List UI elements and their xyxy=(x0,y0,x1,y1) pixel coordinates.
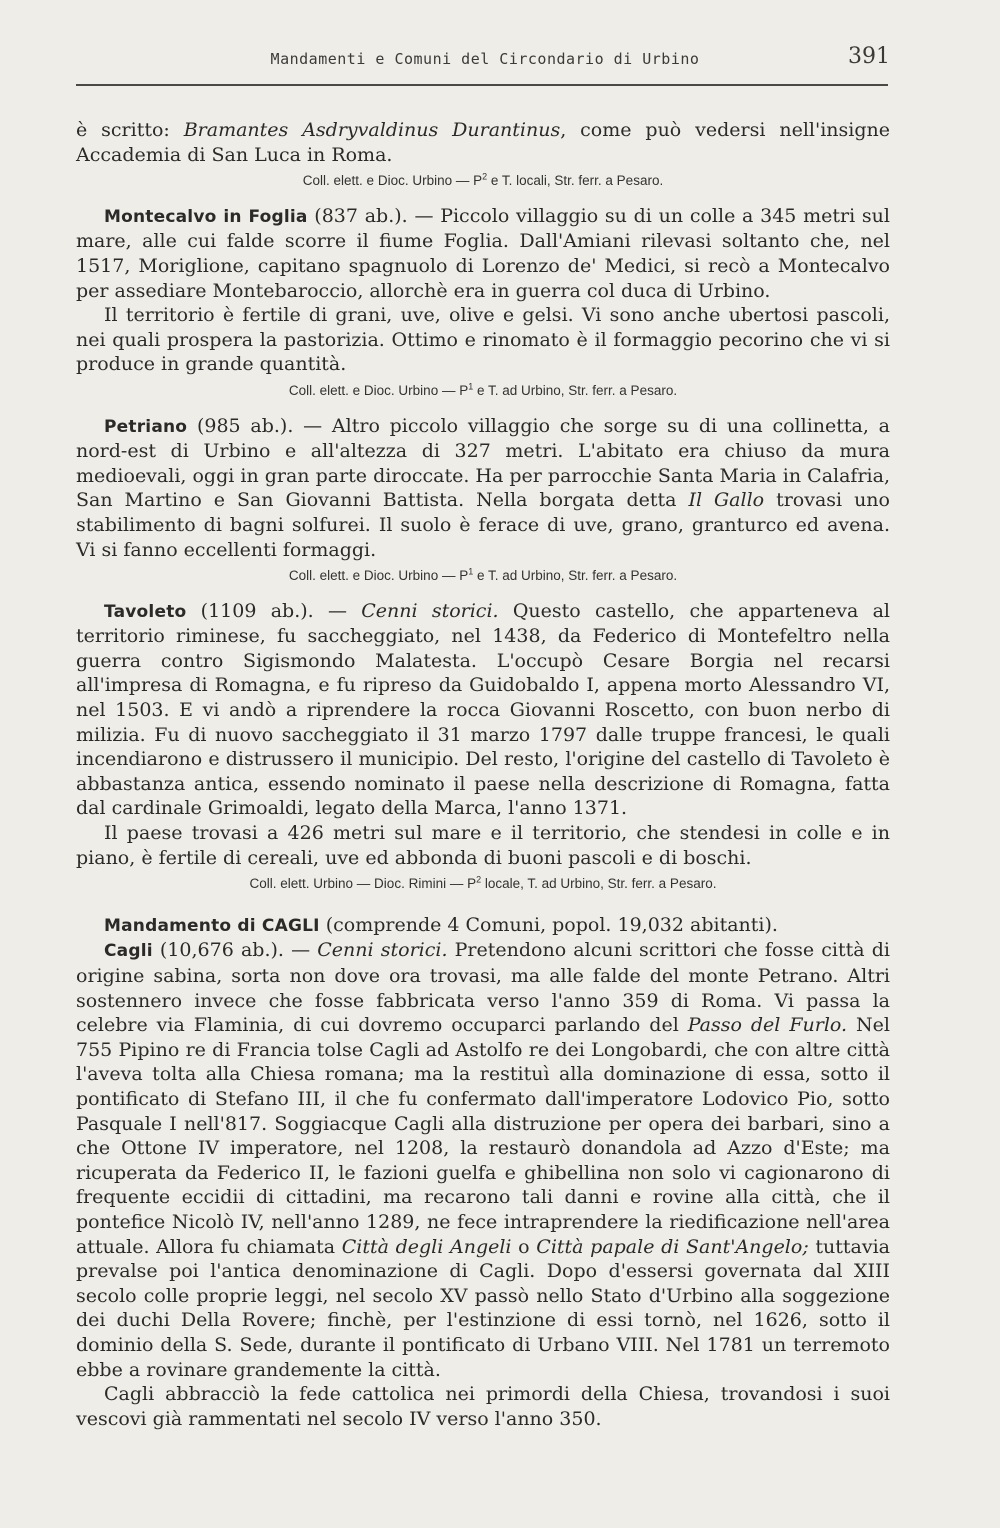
entry-name-cagli: Cagli xyxy=(104,941,153,962)
entry-montecalvo: Montecalvo in Foglia (837 ab.). — Piccolo villaggio su di un colle a 345 metri sul mare, alle cui falde scorre il fiume Foglia. Dall'Amiani rilevasi soltanto che, nel 1517, Moriglione, capitano spagnuolo di Lorenzo de' Medici, si recò a Montecalvo per assediare Montebaroccio, allorchè era in guerra col duca di Urbino. xyxy=(76,204,890,302)
entry-cagli: Cagli (10,676 ab.). — Cenni storici. Pretendono alcuni scrittori che fosse città di origine sabina, sorta non dove ora trovasi, ma alle falde del monte Petrano. Altri sostennero invece che fosse fabbricata verso l'anno 359 di Roma. Vi passa la celebre via Flaminia, di cui dovremo occuparci parlando del Passo del Furlo. Nel 755 Pipino re di Francia tolse Cagli ad Astolfo re dei Longobardi, che con altre città l'aveva tolta alla Chiesa romana; ma la restituì alla dominazione di essa, sotto il pontificato di Stefano III, il che fu confermato dall'imperatore Lodovico Pio, sotto Pasquale I nell'817. Soggiacque Cagli alla distruzione per opera dei barbari, sino a che Ottone IV imperatore, nel 1208, la restaurò donandola ad Azzo d'Este; ma ricuperata da Federico II, le fazioni guelfa e ghibellina non solo vi cagionarono di frequente eccidii di cittadini, ma recarono tali danni e rovine alla città, che il pontefice Nicolò IV, nell'anno 1289, ne fece intraprendere la riedificazione nell'area attuale. Allora fu chiamata Città degli Angeli o Città papale di Sant'Angelo; tuttavia prevalse poi l'antica denominazione di Cagli. Dopo d'essersi governata dal XIII secolo colle proprie leggi, nel secolo XV passò nello Stato d'Urbino alla soggezione dei duchi Della Rovere; finchè, per l'estinzione di essi tornò, nel 1626, sotto il dominio della S. Sede, durante il pontificato di Urbano VIII. Nel 1781 un terremoto ebbe a rovinare grandemente la città. xyxy=(76,939,890,1381)
tavoleto-paragraph-2: Il paese trovasi a 426 metri sul mare e il territorio, che stendesi in colle e in piano, è fertile di cereali, uve ed abbonda di buoni pascoli e di boschi. xyxy=(76,822,890,869)
intro-paragraph: è scritto: Bramantes Asdryvaldinus Durantinus, come può vedersi nell'insigne Accademia di San Luca in Roma. xyxy=(76,119,890,166)
entry-petriano: Petriano (985 ab.). — Altro piccolo villaggio che sorge su di una collinetta, a nord-est di Urbino e all'altezza di 327 metri. L'abitato era chiuso da mura medioevali, oggi in gran parte diroccate. Ha per parrocchie Santa Maria in Calafria, San Martino e San Giovanni Battista. Nella borgata detta Il Gallo trovasi uno stabilimento di bagni solfurei. Il suolo è ferace di uve, grano, granturco ed avena. Vi si fanno eccellenti formaggi. xyxy=(76,414,890,561)
entry-name-montecalvo: Montecalvo in Foglia xyxy=(104,206,308,227)
page-number: 391 xyxy=(848,44,890,69)
mandamento-heading: Mandamento di CAGLI (comprende 4 Comuni, popol. 19,032 abitanti). xyxy=(104,913,778,936)
bramante-name: Bramantes Asdryvaldinus Durantinus xyxy=(183,119,561,141)
cagli-paragraph-2: Cagli abbracciò la fede cattolica nei primordi della Chiesa, trovandosi i suoi vescovi già rammentati nel secolo IV verso l'anno 350. xyxy=(76,1383,890,1430)
citation-intro: Coll. elett. e Dioc. Urbino — $P^2$ e T. locali, Str. ferr. a Pesaro. xyxy=(302,171,664,189)
citation-petriano: Coll. elett. e Dioc. Urbino — $P^1$ e T. ad Urbino, Str. ferr. a Pesaro. xyxy=(288,566,678,584)
entry-name-petriano: Petriano xyxy=(104,416,188,437)
running-title: Mandamenti e Comuni del Circondario di Urbino xyxy=(270,50,700,68)
entry-name-tavoleto: Tavoleto xyxy=(104,601,187,622)
header-rule xyxy=(76,84,888,86)
mandamento-name: Mandamento di CAGLI xyxy=(104,915,320,936)
page-header xyxy=(76,42,894,78)
body-text xyxy=(76,118,890,1431)
entry-tavoleto: Tavoleto (1109 ab.). — Cenni storici. Questo castello, che apparteneva al territorio riminese, fu saccheggiato, nel 1438, da Federico di Montefeltro nella guerra contro Sigismondo Malatesta. L'occupò Cesare Borgia nel recarsi all'impresa di Romagna, e fu ripreso da Guidobaldo I, appena morto Alessandro VI, nel 1503. E vi andò a riprendere la rocca Giovanni Roscetto, con buon nerbo di milizia. Fu di nuovo saccheggiato il 31 marzo 1797 dalle truppe francesi, le quali incendiarono e distrussero il municipio. Del resto, l'origine del castello di Tavoleto è abbastanza antica, essendo nominato il paese nella descrizione di Romagna, fatta dal cardinale Grimoaldi, legato della Marca, l'anno 1371. xyxy=(76,599,891,820)
citation-montecalvo: Coll. elett. e Dioc. Urbino — $P^1$ e T. ad Urbino, Str. ferr. a Pesaro. xyxy=(288,381,678,398)
citation-tavoleto: Coll. elett. Urbino — Dioc. Rimini — $P^2$ locale, T. ad Urbino, Str. ferr. a Pesaro. xyxy=(249,874,717,892)
montecalvo-paragraph-2: Il territorio è fertile di grani, uve, olive e gelsi. Vi sono anche ubertosi pascoli, nei quali prospera la pastorizia. Ottimo e rinomato è il formaggio pecorino che vi si produce in grande quantità. xyxy=(76,304,890,376)
